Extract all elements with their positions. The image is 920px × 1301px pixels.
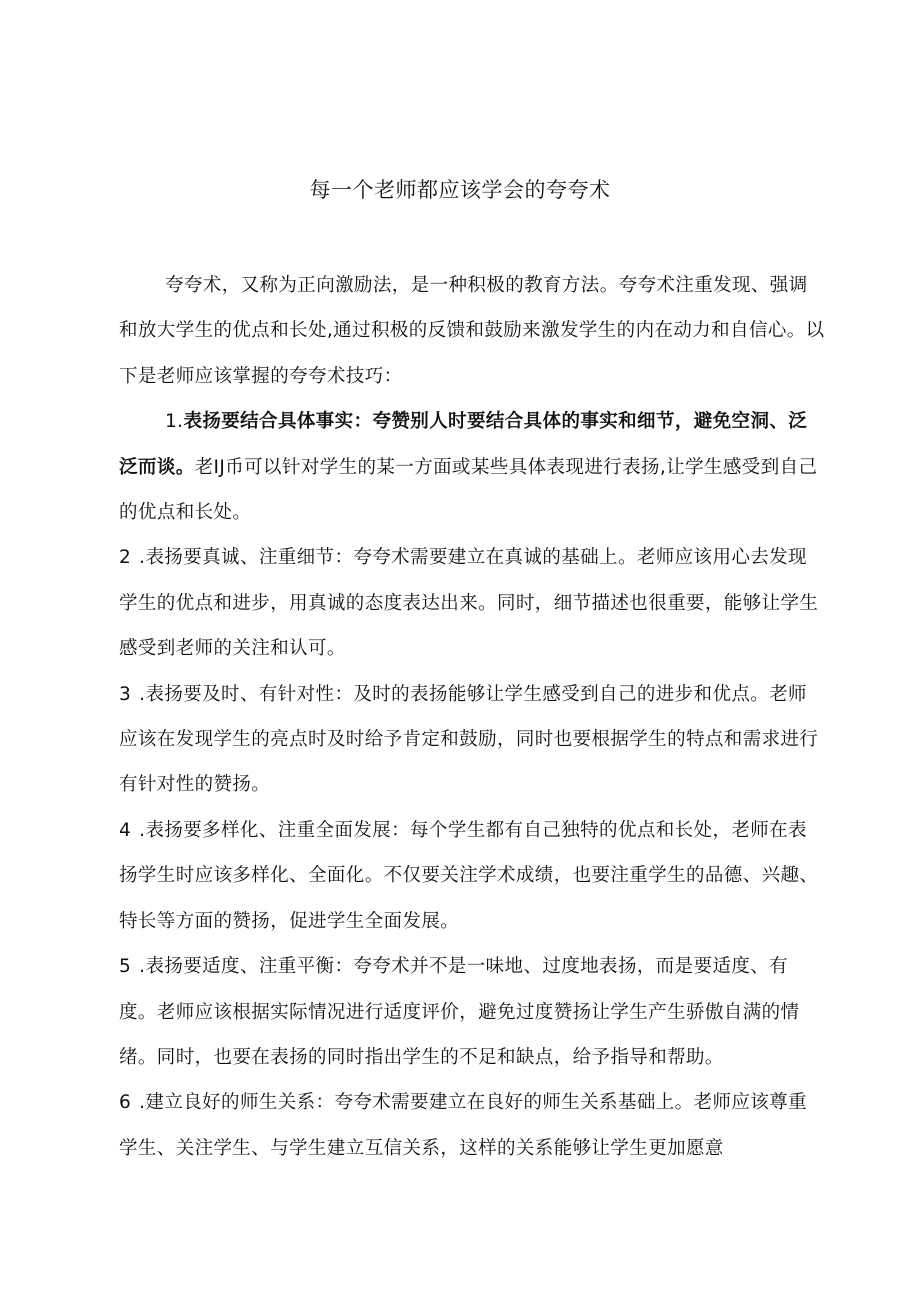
item-text: .表扬要真诚、注重细节：夸夸术需要建立在真诚的基础上。老师应该用心去发现学生的优点和进步，用真诚的态度表达出来。同时，细节描述也很重要，能够让学生感受到老师的关注和认可。 — [119, 547, 819, 660]
list-item-1 — [119, 399, 825, 535]
item-text: .表扬要适度、注重平衡：夸夸术并不是一味地、过度地表扬，而是要适度、有度。老师应该根据实际情况进行适度评价，避免过度赞扬让学生产生骄傲自满的情绪。同时，也要在表扬的同时指出学生的不足和缺点，给予指导和帮助。 — [119, 956, 800, 1068]
document-body — [119, 263, 825, 1171]
intro-paragraph: 夸夸术，又称为正向激励法，是一种积极的教育方法。夸夸术注重发现、强调和放大学生的优点和长处,通过积极的反馈和鼓励来激发学生的内在动力和自信心。以下是老师应该掌握的夸夸术技巧： — [119, 275, 825, 387]
list-item-2 — [119, 535, 825, 671]
item-number: 3 — [119, 683, 132, 705]
list-item-5 — [119, 944, 825, 1080]
item-text: 老IJ币可以针对学生的某一方面或某些具体表现进行表扬,让学生感受到自己的优点和长处。 — [119, 456, 818, 524]
item-text: .表扬要及时、有针对性：及时的表扬能够让学生感受到自己的进步和优点。老师应该在发现学生的亮点时及时给予肯定和鼓励，同时也要根据学生的特点和需求进行有针对性的赞扬。 — [119, 683, 819, 796]
item-number: 2 — [119, 547, 132, 569]
document-title: 每一个老师都应该学会的夸夸术 — [309, 178, 611, 202]
item-number: 6 — [119, 1092, 132, 1114]
item-text: .表扬要多样化、注重全面发展：每个学生都有自己独特的优点和长处，老师在表扬学生时应该多样化、全面化。不仅要关注学术成绩，也要注重学生的品德、兴趣、特长等方面的赞扬，促进学生全面发展。 — [119, 819, 819, 932]
item-text: .建立良好的师生关系：夸夸术需要建立在良好的师生关系基础上。老师应该尊重学生、关注学生、与学生建立互信关系，这样的关系能够让学生更加愿意 — [119, 1092, 807, 1159]
item-bold-lead: 表扬要结合具体事实：夸赞别人时要结合具体的事实和细节，避免空洞、泛泛而谈。 — [119, 411, 808, 478]
item-number: 4 — [119, 819, 132, 841]
item-number: 1. — [165, 411, 184, 433]
list-item-4 — [119, 808, 825, 944]
list-item-3 — [119, 672, 825, 808]
list-item-6 — [119, 1080, 825, 1171]
item-number: 5 — [119, 956, 132, 978]
